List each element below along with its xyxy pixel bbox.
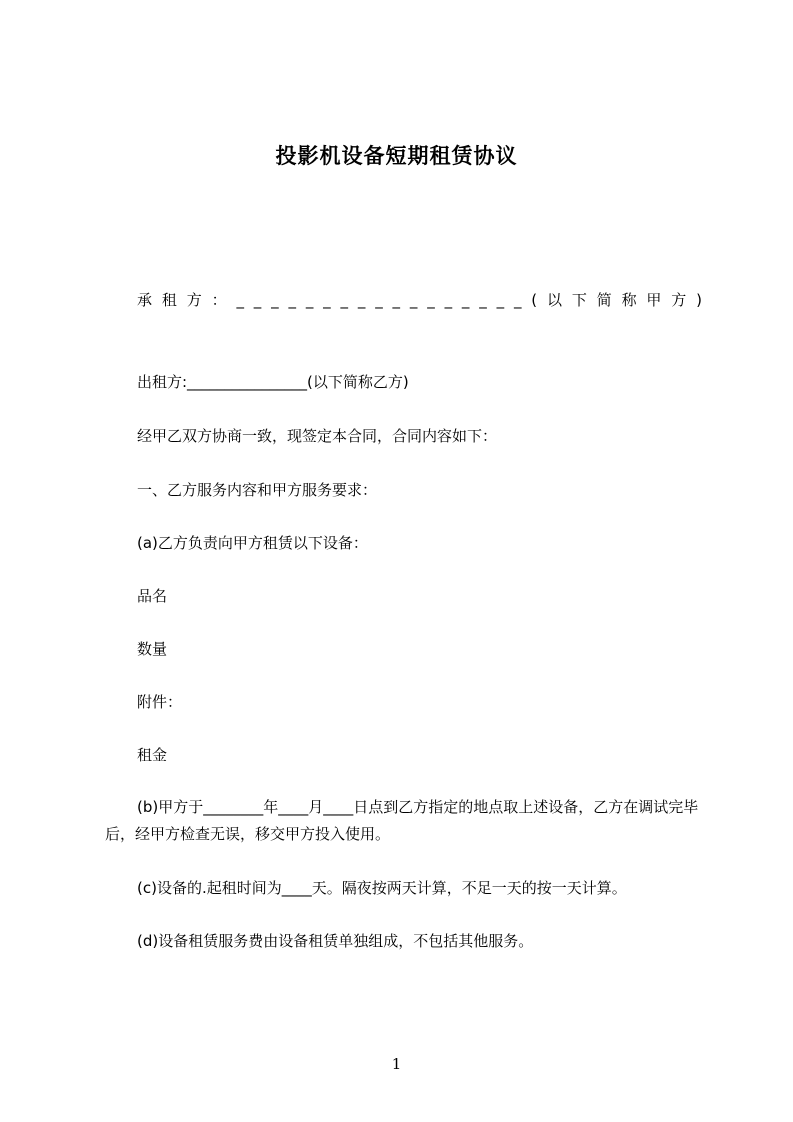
lessee-line-char: ：	[211, 291, 227, 309]
document-title: 投影机设备短期租赁协议	[275, 144, 518, 168]
lessee-line-char: 下	[571, 291, 587, 309]
page-number: 1	[391, 1055, 402, 1073]
lessee-line-char: _	[236, 291, 244, 309]
lessee-line-char: _	[253, 291, 262, 309]
lessee-line-char: )	[696, 291, 702, 309]
clause-c: (c)设备的.起租时间为____天。隔夜按两天计算，不足一天的按一天计算。	[137, 879, 627, 897]
clause-d: (d)设备租赁服务费由设备租赁单独组成，不包括其他服务。	[137, 932, 534, 950]
lessee-line-char: 方	[186, 291, 202, 309]
lessee-line-char: _	[375, 291, 383, 309]
lessor-line: 出租方:________________(以下简称乙方)	[137, 373, 409, 391]
lessee-line-char: _	[409, 291, 418, 309]
clause-b: (b)甲方于________年____月____日点到乙方指定的地点取上述设备，乙方在调试完毕后，经甲方检查无误，移交甲方投入使用。	[105, 798, 699, 843]
lessee-line-char: 以	[546, 291, 562, 309]
lessee-line-char: _	[340, 291, 348, 309]
lessee-line	[137, 290, 702, 310]
lessee-line-char: 甲	[646, 291, 662, 309]
item-rent-label: 租金	[137, 746, 168, 764]
lessee-line-char: _	[461, 291, 470, 309]
lessee-line-char: _	[479, 291, 487, 309]
lessee-line-char: 简	[596, 291, 612, 309]
clause-a: (a)乙方负责向甲方租赁以下设备：	[137, 534, 368, 552]
lessee-line-char: _	[288, 291, 296, 309]
lessee-line-char: (	[531, 291, 538, 309]
lessee-line-char: 称	[621, 291, 637, 309]
item-quantity-label: 数量	[137, 640, 168, 658]
lessee-line-char: 租	[161, 291, 177, 309]
lessee-line-char: _	[392, 291, 401, 309]
lessee-line-char: _	[305, 291, 314, 309]
section-heading-1: 一、乙方服务内容和甲方服务要求：	[137, 481, 378, 499]
intro-text: 经甲乙双方协商一致，现签定本合同，合同内容如下：	[137, 427, 498, 445]
lessee-line-char: _	[323, 291, 331, 309]
lessee-line-char: _	[513, 291, 522, 309]
lessee-line-char: 方	[671, 291, 687, 309]
lessee-line-char: _	[271, 291, 279, 309]
item-accessories-label: 附件：	[137, 693, 183, 711]
lessee-line-char: _	[496, 291, 505, 309]
lessee-line-char: _	[357, 291, 366, 309]
lessee-line-char: _	[427, 291, 435, 309]
lessee-line-char: _	[444, 291, 453, 309]
lessee-line-char: 承	[137, 291, 153, 309]
item-name-label: 品名	[137, 587, 168, 605]
